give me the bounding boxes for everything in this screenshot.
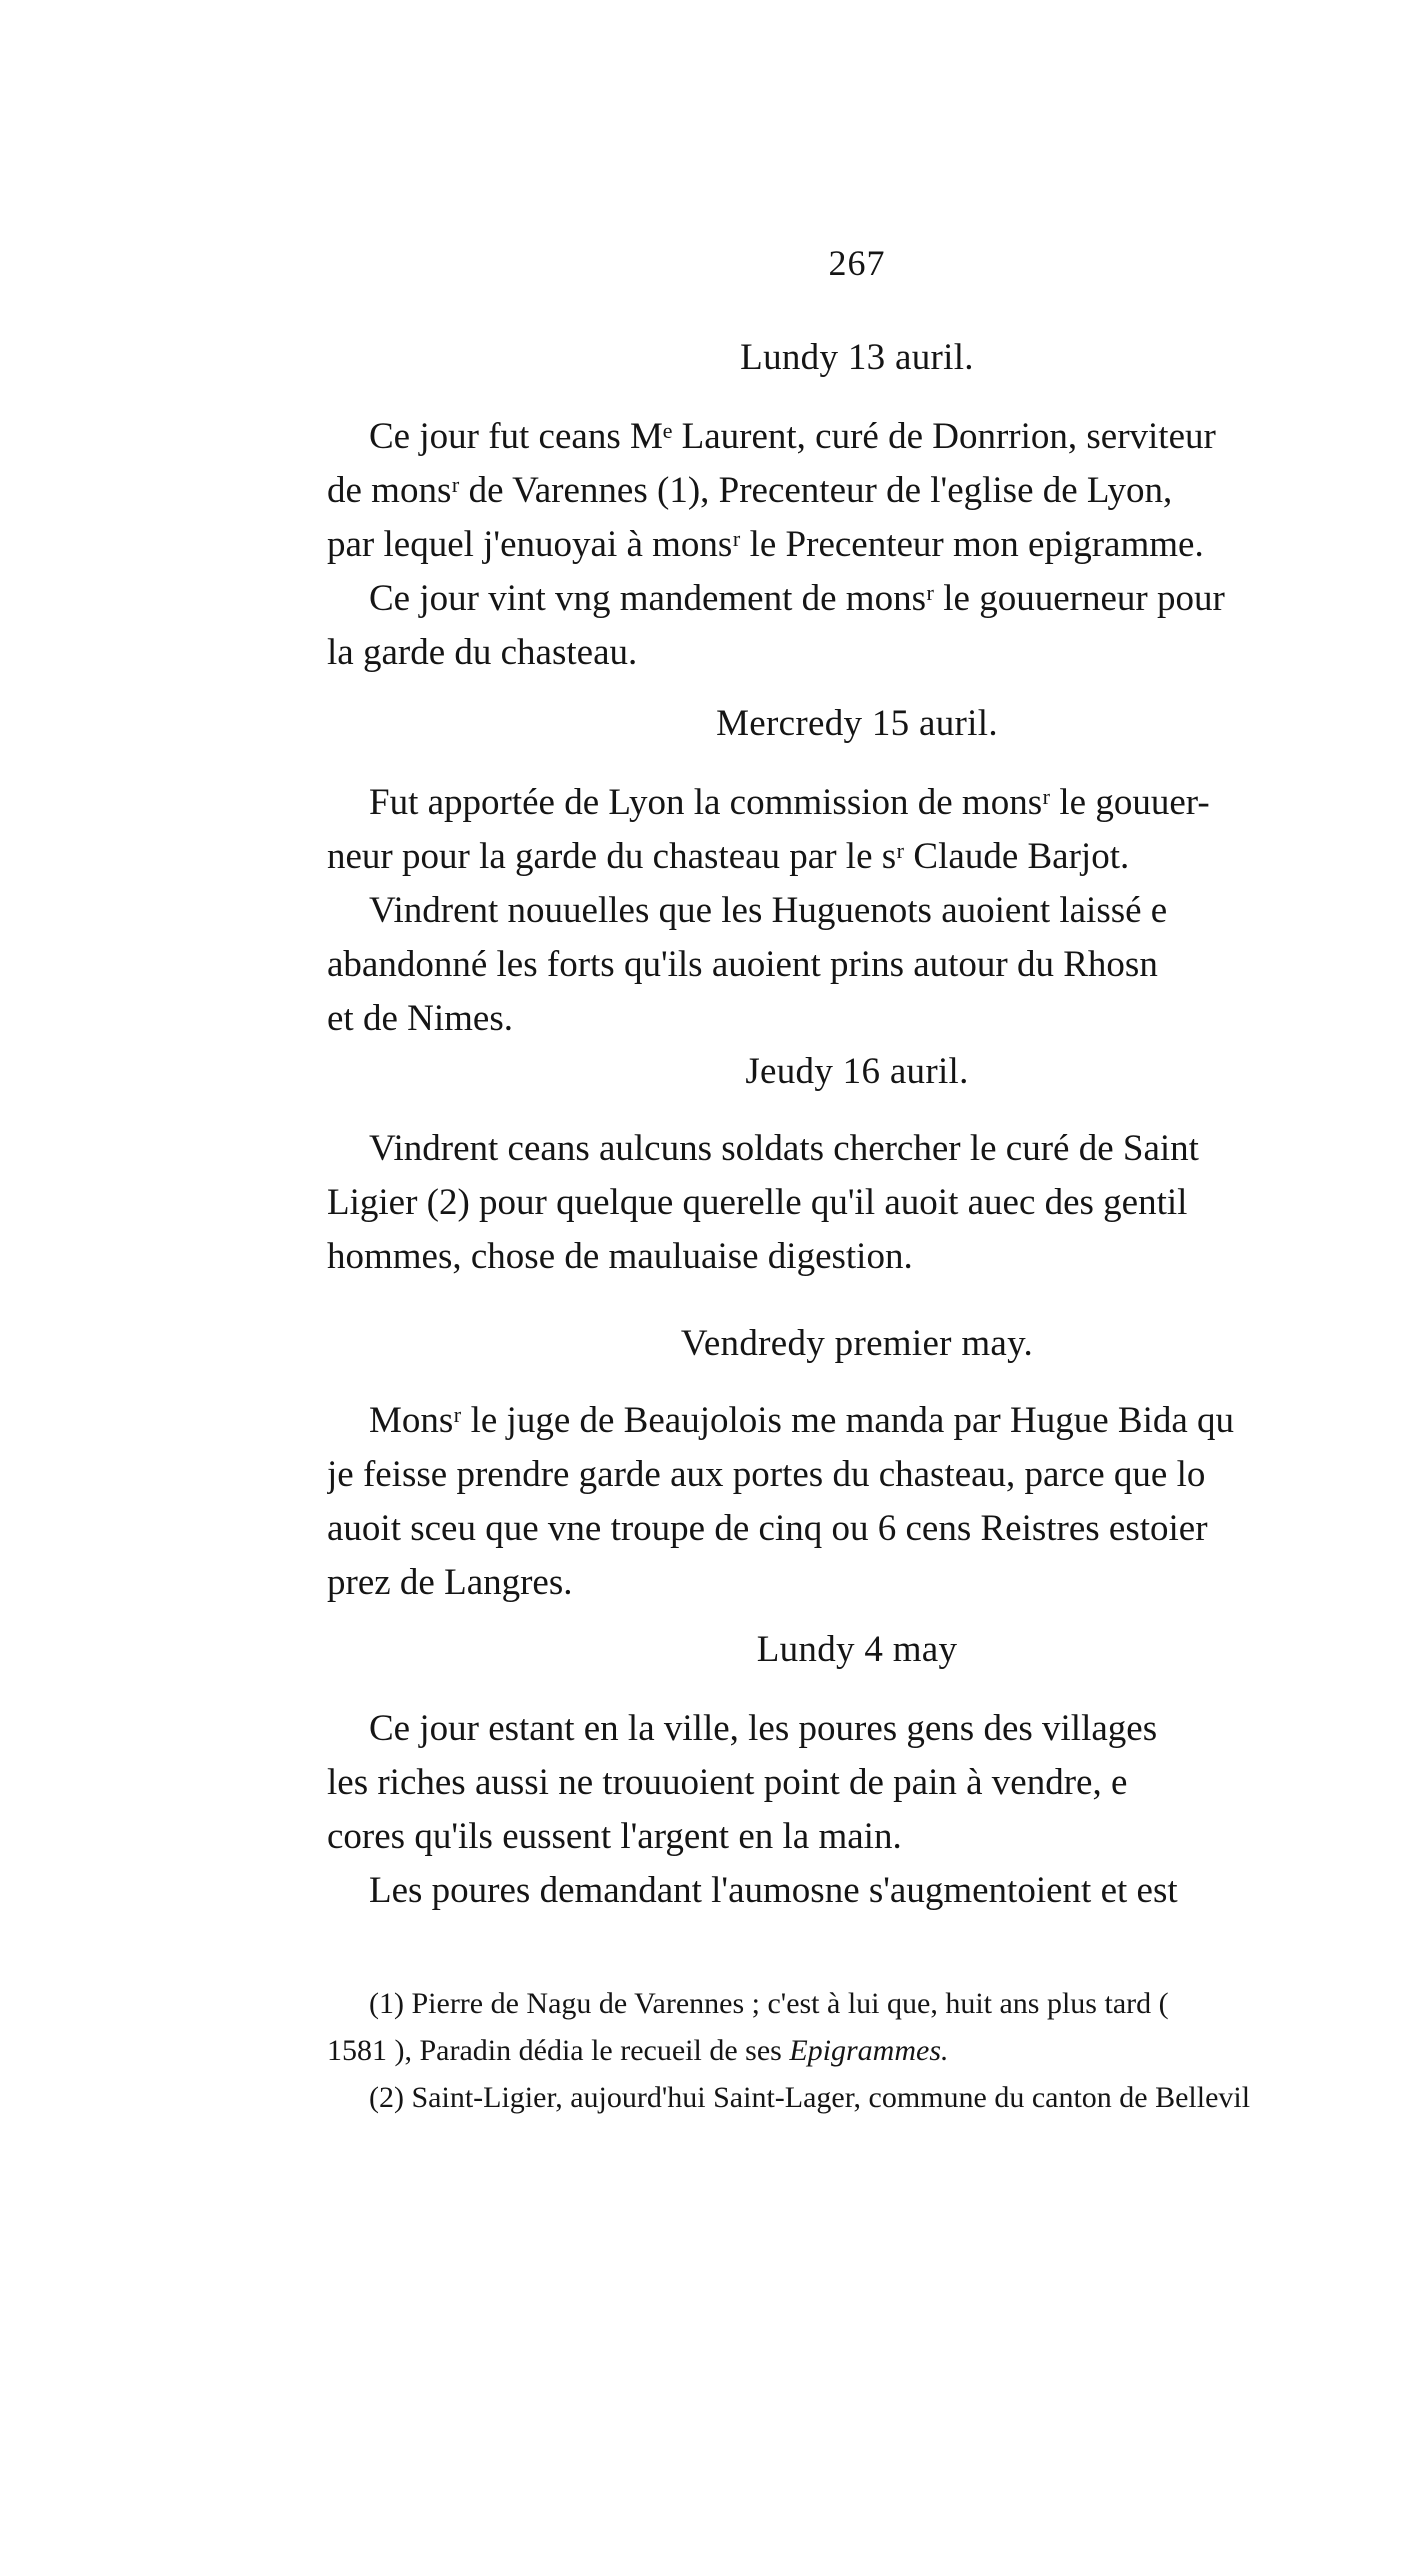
text-line: les riches aussi ne trouuoient point de pain à vendre, e	[327, 1762, 1128, 1803]
text-line: neur pour la garde du chasteau par le sʳ Claude Barjot.	[327, 836, 1130, 877]
footnote-1-line: (1) Pierre de Nagu de Varennes ; c'est à lui que, huit ans plus tard (	[369, 1987, 1169, 2020]
entry-text-mercredy-15	[327, 776, 1387, 1046]
text-line: Ligier (2) pour quelque querelle qu'il auoit auec des gentil	[327, 1182, 1188, 1223]
footnote-1-line	[327, 2027, 1367, 2074]
text-line: Vindrent nouuelles que les Huguenots auoient laissé e	[369, 890, 1168, 931]
text-line: Ce jour estant en la ville, les poures gens des villages	[369, 1708, 1158, 1749]
text-line: abandonné les forts qu'ils auoient prins autour du Rhosn	[327, 944, 1158, 985]
footnote-1-italic: Epigrammes.	[789, 2034, 949, 2067]
entry-heading-vendredy-premier: Vendredy premier may.	[680, 1323, 1034, 1364]
text-line: cores qu'ils eussent l'argent en la main.	[327, 1816, 902, 1857]
text-line: auoit sceu que vne troupe de cinq ou 6 cens Reistres estoier	[327, 1508, 1208, 1549]
text-line: prez de Langres.	[327, 1562, 573, 1603]
entry-text-lundy-13	[327, 410, 1387, 680]
text-line: hommes, chose de mauluaise digestion.	[327, 1236, 913, 1277]
entry-heading-mercredy-15: Mercredy 15 auril.	[716, 703, 998, 744]
text-line: Ce jour vint vng mandement de monsʳ le gouuerneur pour	[369, 578, 1225, 619]
text-line: je feisse prendre garde aux portes du chasteau, parce que lo	[327, 1454, 1206, 1495]
entry-text-vendredy-premier	[327, 1394, 1387, 1610]
page-number: 267	[828, 243, 886, 283]
entry-text-jeudy-16	[327, 1122, 1387, 1284]
footnote-2-line: (2) Saint-Ligier, aujourd'hui Saint-Lager, commune du canton de Bellevil	[369, 2081, 1251, 2114]
entry-heading-lundy-4: Lundy 4 may	[756, 1629, 958, 1670]
text-line: Fut apportée de Lyon la commission de monsʳ le gouuer-	[369, 782, 1210, 823]
text-line: de monsʳ de Varennes (1), Precenteur de l'eglise de Lyon,	[327, 470, 1173, 511]
text-line: Les poures demandant l'aumosne s'augmentoient et est	[369, 1870, 1178, 1911]
text-line: la garde du chasteau.	[327, 632, 638, 673]
text-line: et de Nimes.	[327, 998, 513, 1039]
footnotes	[327, 1980, 1367, 2121]
entry-heading-lundy-13: Lundy 13 auril.	[740, 337, 974, 378]
text-line: Monsʳ le juge de Beaujolois me manda par Hugue Bida qu	[369, 1400, 1235, 1441]
entry-heading-jeudy-16: Jeudy 16 auril.	[745, 1051, 969, 1092]
text-line: Ce jour fut ceans Mᵉ Laurent, curé de Donrrion, serviteur	[369, 416, 1216, 457]
text-line: Vindrent ceans aulcuns soldats chercher le curé de Saint	[369, 1128, 1199, 1169]
footnote-1-text: 1581 ), Paradin dédia le recueil de ses	[327, 2034, 790, 2067]
entry-text-lundy-4	[327, 1702, 1387, 1918]
text-line: par lequel j'enuoyai à monsʳ le Precenteur mon epigramme.	[327, 524, 1204, 565]
